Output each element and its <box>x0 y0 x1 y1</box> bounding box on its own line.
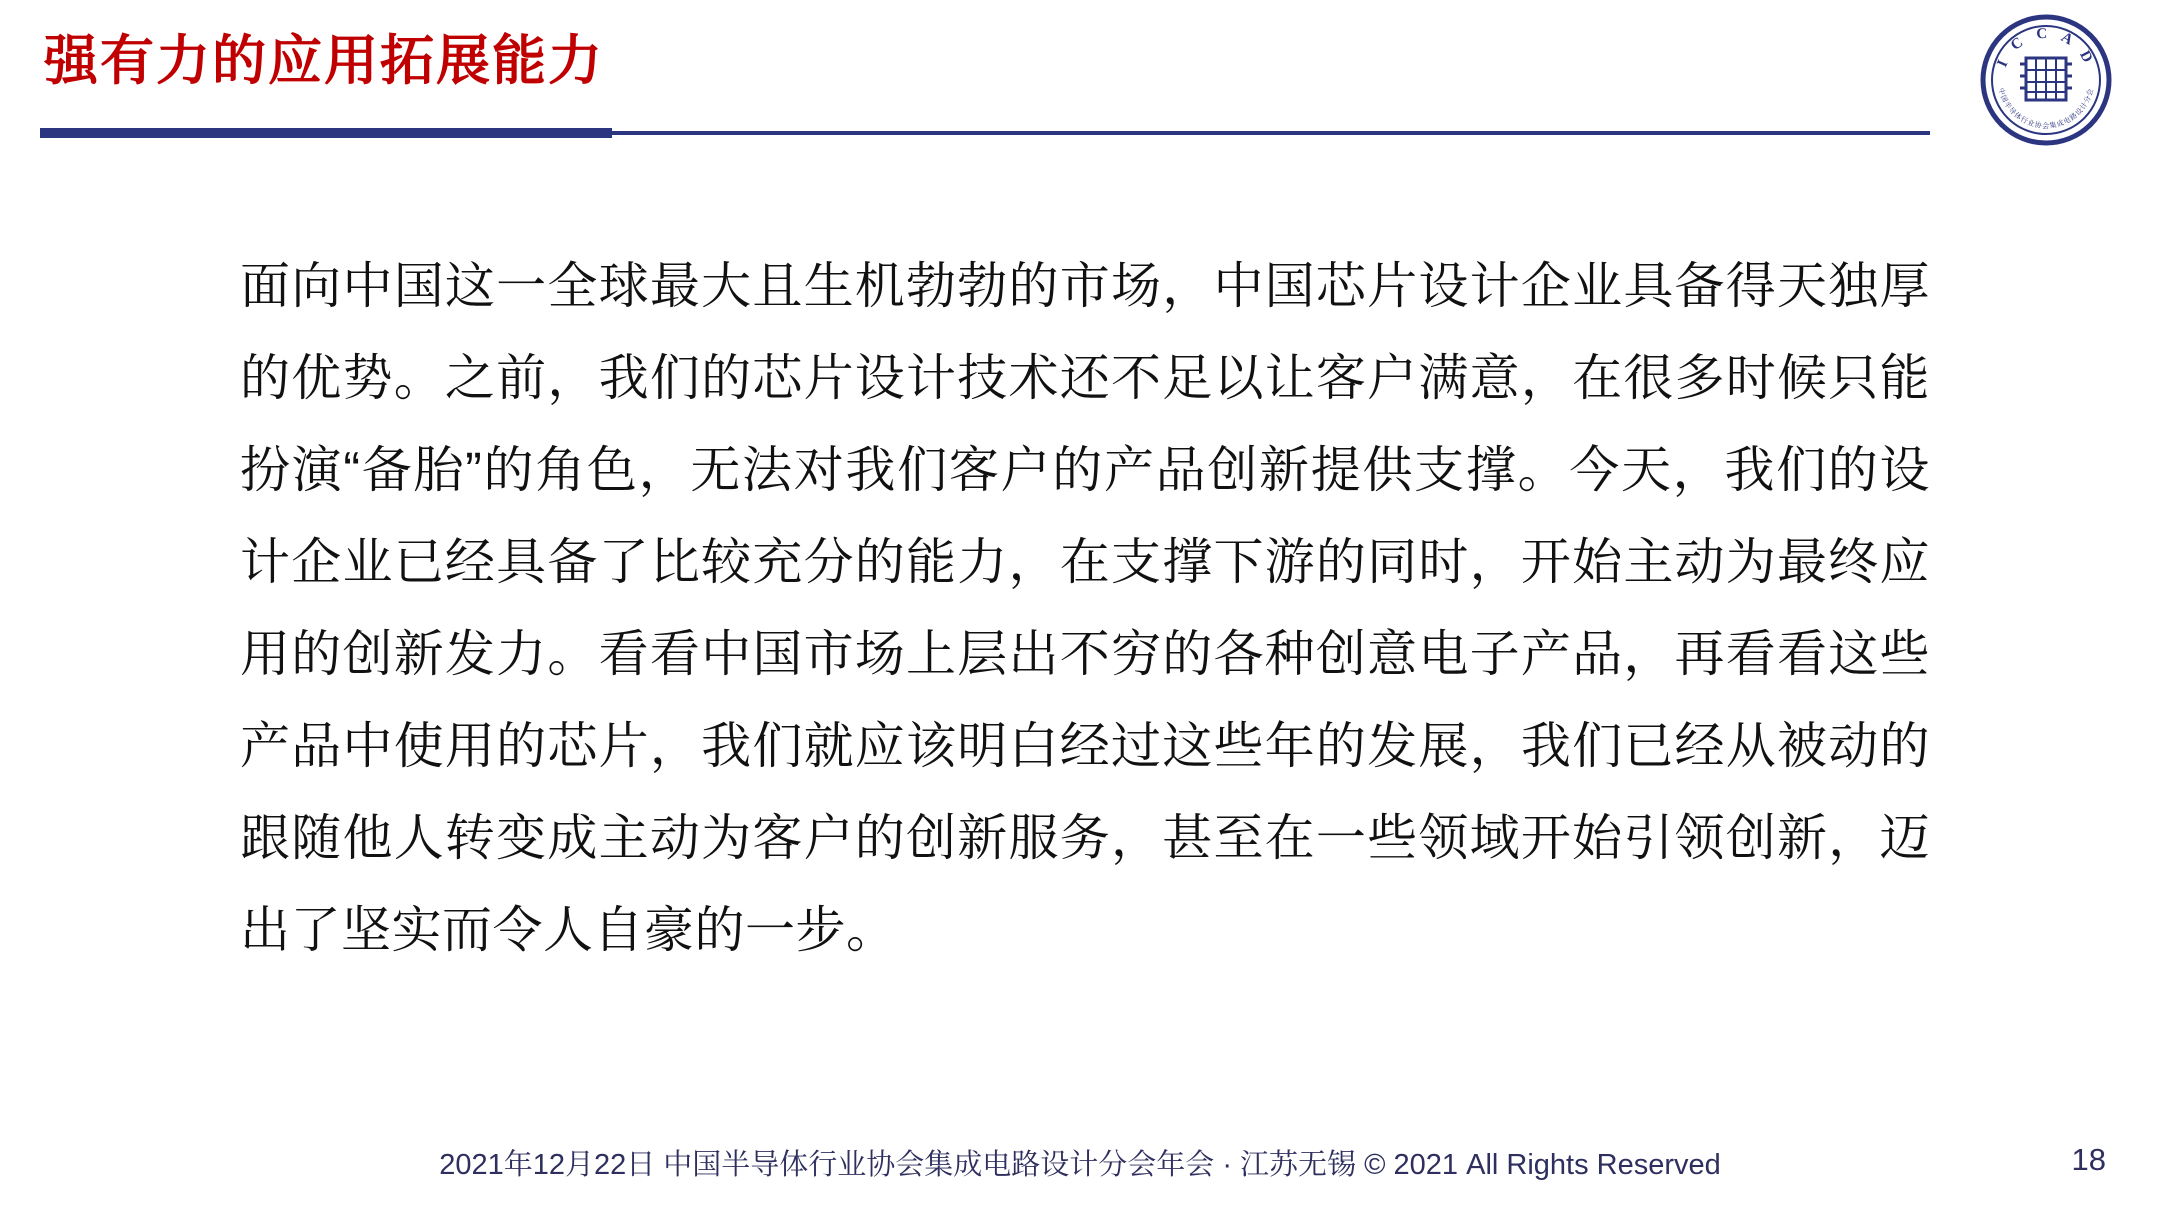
title-rule-thin <box>612 131 1930 135</box>
iccad-logo <box>1980 14 2112 146</box>
slide-header <box>0 0 2160 150</box>
slide-body-paragraph: 面向中国这一全球最大且生机勃勃的市场，中国芯片设计企业具备得天独厚的优势。之前，我们的芯片设计技术还不足以让客户满意，在很多时候只能扮演“备胎”的角色，无法对我们客户的产品创新提供支撑。今天，我们的设计企业已经具备了比较充分的能力，在支撑下游的同时，开始主动为最终应用的创新发力。看看中国市场上层出不穷的各种创意电子产品，再看看这些产品中使用的芯片，我们就应该明白经过这些年的发展，我们已经从被动的跟随他人转变成主动为客户的创新服务，甚至在一些领域开始引领创新，迈出了坚实而令人自豪的一步。 <box>240 258 1930 958</box>
page-number: 18 <box>2071 1142 2106 1177</box>
footer-copyright: 2021年12月22日 中国半导体行业协会集成电路设计分会年会 · 江苏无锡 © 2021 All Rights Reserved <box>439 1149 1721 1181</box>
svg-text:中国半导体行业协会集成电路设计分会: 中国半导体行业协会集成电路设计分会 <box>1996 87 2096 130</box>
svg-text:I C C A D: I C C A D <box>1994 25 2098 70</box>
title-rule-thick <box>40 128 612 138</box>
slide-footer <box>0 1142 2160 1186</box>
page-title: 强有力的应用拓展能力 <box>44 31 604 91</box>
